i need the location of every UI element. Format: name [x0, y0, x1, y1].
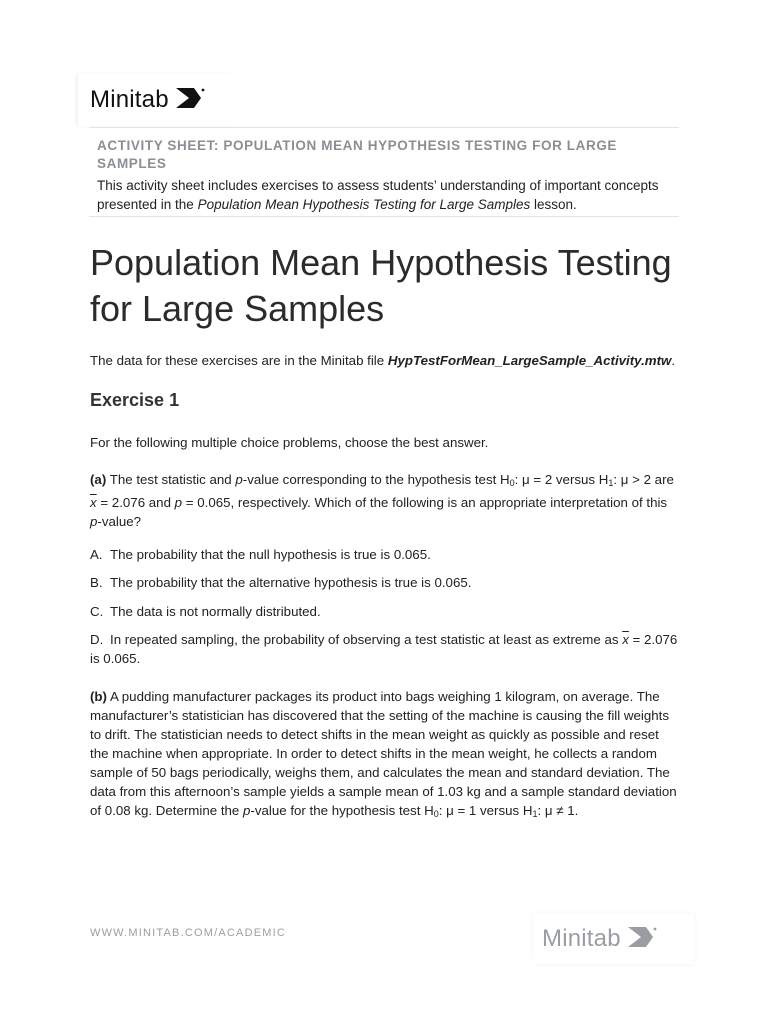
desc-text: This activity sheet includes exercises to assess students’ understanding of important concepts presented in the — [97, 178, 659, 212]
q-text: -value for the hypothesis test H — [250, 803, 434, 818]
q-symbol: p — [90, 514, 98, 529]
q-subscript: 1 — [532, 809, 538, 819]
activity-header: ACTIVITY SHEET: POPULATION MEAN HYPOTHESIS TESTING FOR LARGE SAMPLES — [97, 138, 618, 171]
choice-label: C. — [90, 604, 104, 619]
choice-b — [90, 573, 680, 592]
q-symbol: $\overline{x}$ — [622, 632, 629, 647]
header-logo — [78, 74, 232, 126]
desc-lesson-name: Population Mean Hypothesis Testing for Large Samples — [197, 197, 531, 212]
q-text: = 2.076 and — [96, 495, 175, 510]
desc-text-end: lesson. — [530, 197, 577, 212]
q-text: : μ > 2 are — [613, 472, 674, 487]
choice-text: The probability that the alternative hypothesis is true is 0.065. — [110, 575, 472, 590]
choice-label: B. — [90, 575, 103, 590]
choice-text: The data is not normally distributed. — [110, 604, 321, 619]
minitab-arrow-icon — [627, 926, 657, 953]
choice-text: = 2.076 is 0.065. — [90, 632, 678, 666]
footer-url[interactable]: WWW.MINITAB.COM/ACADEMIC — [90, 927, 287, 939]
q-subscript: 1 — [608, 478, 614, 488]
q-subscript: 0 — [433, 809, 439, 819]
instructions: For the following multiple choice problems, choose the best answer. — [90, 435, 489, 450]
exercise-title: Exercise 1 — [90, 390, 180, 410]
q-symbol: p — [174, 495, 183, 510]
activity-description — [97, 176, 677, 214]
choice-c — [90, 602, 680, 621]
data-file-name: HypTestForMean_LargeSample_Activity.mtw — [387, 353, 672, 368]
q-text: -value? — [97, 514, 142, 529]
q-text: -value corresponding to the hypothesis test H — [242, 472, 510, 487]
footer-logo-text: Minitab — [542, 925, 621, 952]
q-symbol: p — [235, 472, 243, 487]
choice-text: In repeated sampling, the probability of observing a test statistic at least as extreme as — [110, 632, 623, 647]
q-text: : μ ≠ 1. — [537, 803, 579, 818]
q-text: The test statistic and — [106, 472, 236, 487]
divider — [89, 127, 679, 128]
question-label: (a) — [90, 472, 107, 487]
question-a — [90, 470, 680, 531]
question-b — [90, 687, 680, 824]
choice-text: The probability that the null hypothesis is true is 0.065. — [110, 547, 431, 562]
q-text: A pudding manufacturer packages its product into bags weighing 1 kilogram, on average. The manufacturer’s statistician has discovered that the setting of the machine is causing the fill weights to drift. The statistician needs to detect shifts in the mean weight as quickly as possible and reset the machine when appropriate. In order to detect shifts in the mean weight, he collects a random sample of 50 bags periodically, weighs them, and calculates the mean and standard deviation. The data from this afternoon’s sample yields a sample mean of 1.03 kg and a sample standard deviation of 0.08 kg. Determine the — [90, 689, 677, 818]
footer-logo — [534, 914, 694, 964]
q-subscript: 0 — [509, 478, 515, 488]
choice-label: A. — [90, 547, 103, 562]
minitab-arrow-icon — [175, 87, 205, 114]
choice-d — [90, 630, 680, 668]
divider — [89, 216, 679, 217]
logo-text: Minitab — [90, 86, 169, 113]
intro-part: The data for these exercises are in the Minitab file — [90, 353, 388, 368]
intro-text — [90, 351, 680, 370]
intro-part: . — [671, 353, 676, 368]
q-symbol: $\overline{x}$ — [90, 495, 97, 510]
q-text: : μ = 1 versus H — [438, 803, 533, 818]
choice-a — [90, 545, 680, 564]
q-text: = 0.065, respectively. Which of the following is an appropriate interpretation of this — [182, 495, 668, 510]
page-title: Population Mean Hypothesis Testing for Large Samples — [90, 242, 672, 329]
q-symbol: p — [243, 803, 251, 818]
question-label: (b) — [90, 689, 107, 704]
q-text: : μ = 2 versus H — [514, 472, 609, 487]
choice-label: D. — [90, 632, 104, 647]
